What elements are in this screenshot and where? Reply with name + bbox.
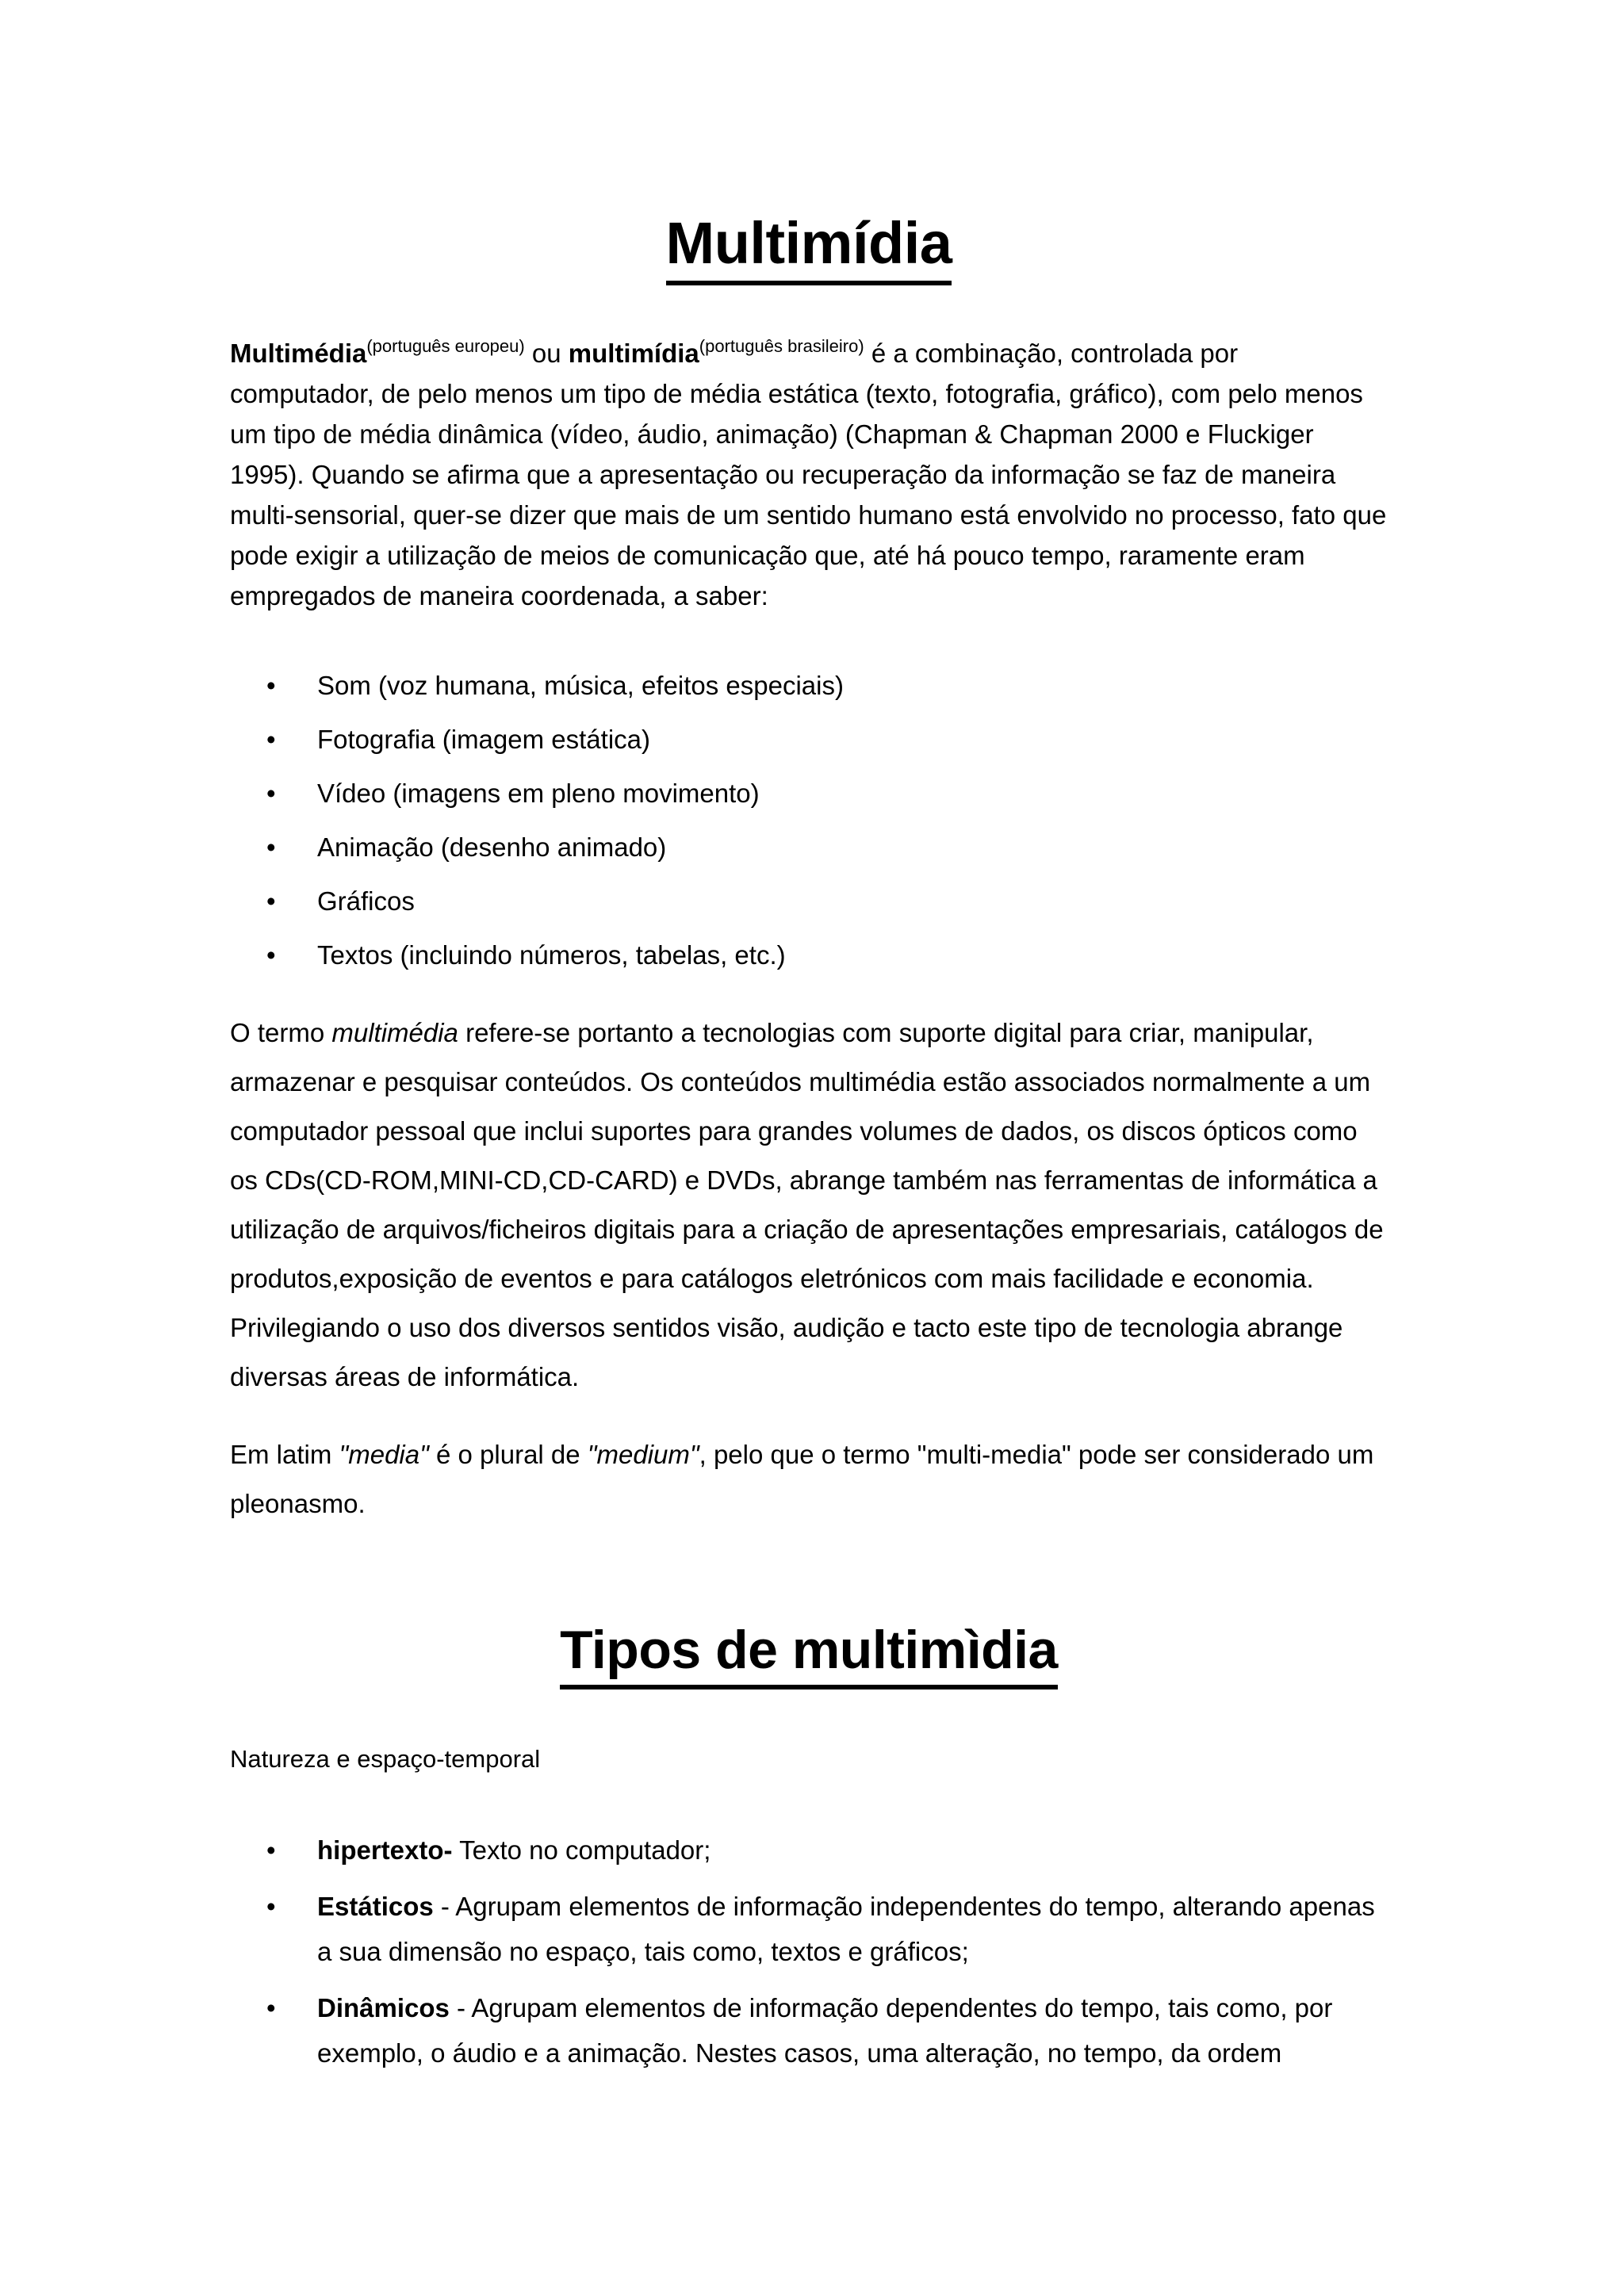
list-item-label: Gráficos [317,886,415,916]
list-item-label: Vídeo (imagens em pleno movimento) [317,778,760,808]
term-pt-eu: Multimédia [230,338,367,368]
latin-part-3: , pelo que o termo "multi-media" pode ser considerado um pleonasmo. [230,1439,1374,1518]
list-item [230,665,1388,706]
list-item [230,935,1388,975]
list-item-description: Agrupam elementos de informação dependentes do tempo, tais como, por exemplo, o áudio e a animação. Nestes casos, uma alteração, no tempo, da ordem [317,1993,1333,2068]
section-title-text: Tipos de multimìdia [560,1622,1058,1689]
intro-body: é a combinação, controlada por computador, de pelo menos um tipo de média estática (texto, fotografia, gráfico), com pelo menos um tipo de média dinâmica (vídeo, áudio, animação) (Chapman & Chapman 2000 e Fluckiger 1995). Quando se afirma que a apresentação ou recuperação da informação se faz de maneira multi-sensorial, quer-se dizer que mais de um sentido humano está envolvido no processo, fato que pode exigir a utilização de meios de comunicação que, até há pouco tempo, raramente eram empregados de maneira coordenada, a saber: [230,338,1387,610]
list-item-description: Agrupam elementos de informação independentes do tempo, alterando apenas a sua dimensão no espaço, tais como, textos e gráficos; [317,1892,1375,1967]
list-item [230,719,1388,760]
latin-part-1: Em latim [230,1439,339,1469]
latin-paragraph [230,1430,1388,1529]
list-item [230,827,1388,867]
latin-italic-media: "media" [339,1439,429,1469]
list-item-description: Texto no computador; [459,1835,711,1866]
list-item-term: hipertexto- [317,1835,453,1866]
page-title [230,0,1388,285]
term-paragraph-after: refere-se portanto a tecnologias com suporte digital para criar, manipular, armazenar e pesquisar conteúdos. Os conteúdos multimédia estão associados normalmente a um computador pessoal que inclui suportes para grandes volumes de dados, os discos ópticos como os CDs(CD-ROM,MINI-CD,CD-CARD) e DVDs, abrange também nas ferramentas de informática a utilização de arquivos/ficheiros digitais para a criação de apresentações empresariais, catálogos de produtos,exposição de eventos e para catálogos eletrónicos com mais facilidade e economia. Privilegiando o uso dos diversos sentidos visão, audição e tacto este tipo de tecnologia abrange diversas áreas de informática. [230,1017,1384,1391]
list-item [230,1884,1388,1974]
list-item-separator: - [449,1993,472,2023]
subheading: Natureza e espaço-temporal [230,1745,541,1774]
term-pt-br: multimídia [568,338,699,368]
list-item-label: Textos (incluindo números, tabelas, etc.) [317,939,786,970]
list-item-label: Animação (desenho animado) [317,832,667,862]
page-title-text: Multimídia [666,212,952,285]
document-content [230,0,1388,2087]
types-list [230,1827,1388,2076]
superscript-pt-br: (português brasileiro) [699,335,864,356]
latin-part-2: é o plural de [428,1439,588,1469]
list-item-separator: - [433,1892,456,1922]
list-item-label: Fotografia (imagem estática) [317,724,650,754]
list-item-separator [453,1835,460,1865]
latin-italic-medium: "medium" [587,1439,699,1469]
term-paragraph [230,1008,1388,1402]
term-paragraph-italic: multimédia [331,1017,458,1047]
list-item-label: Som (voz humana, música, efeitos especiais) [317,670,844,700]
term-paragraph-before: O termo [230,1017,332,1047]
list-item [230,773,1388,813]
intro-paragraph [230,333,1388,616]
list-item-term: Estáticos [317,1892,434,1922]
media-types-list [230,665,1388,975]
section-title [230,1529,1388,1689]
list-item [230,1827,1388,1873]
intro-conjunction: ou [524,338,569,368]
list-item [230,1985,1388,2076]
list-item-term: Dinâmicos [317,1993,450,2023]
list-item [230,881,1388,921]
superscript-pt-eu: (português europeu) [366,335,525,356]
